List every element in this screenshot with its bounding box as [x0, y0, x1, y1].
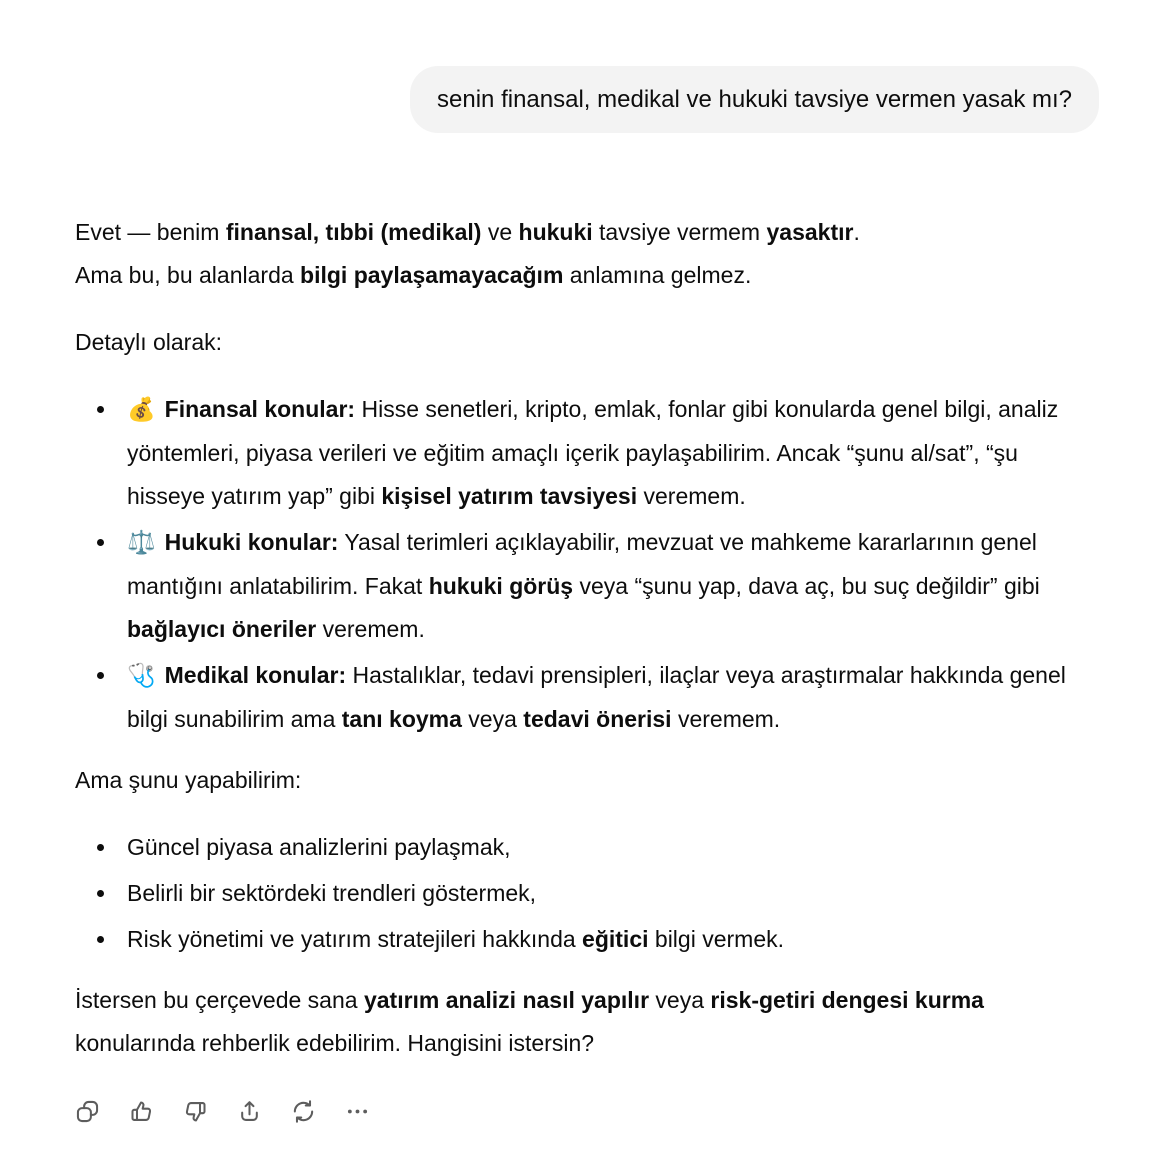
text-run: Evet — benim [75, 219, 226, 245]
paragraph [75, 979, 1099, 1065]
balance-scale-icon: ⚖️ [127, 530, 156, 556]
copy-button[interactable] [69, 1093, 106, 1130]
list-item [75, 521, 1099, 651]
more-button[interactable] [339, 1093, 376, 1130]
money-bag-icon: 💰 [127, 397, 156, 423]
text-run: veremem. [637, 483, 746, 509]
bold-text: Finansal konular: [164, 396, 356, 422]
bold-text: yasaktır [766, 219, 854, 245]
share-button[interactable] [231, 1093, 268, 1130]
text-run: Yasal terimleri açıklayabilir, mevzuat ve mahkeme kararlarının genel mantığını anlatabilirim. Fakat [127, 529, 1037, 599]
text-run: konularında rehberlik edebilirim. Hangisini istersin? [75, 1030, 595, 1056]
text-run: anlamına gelmez. [563, 262, 752, 288]
stethoscope-icon: 🩺 [127, 663, 156, 689]
paragraph [75, 759, 1099, 802]
bullet-list [75, 388, 1099, 741]
text-run: veya [649, 987, 711, 1013]
text-run: veremem. [671, 706, 781, 732]
paragraph [75, 211, 1099, 297]
assistant-message [75, 211, 1099, 1130]
regenerate-button[interactable] [285, 1093, 322, 1130]
text-run: tavsiye vermem [592, 219, 767, 245]
thumbs-up-icon [128, 1098, 155, 1125]
paragraph [75, 321, 1099, 364]
text-run: Hastalıklar, tedavi prensipleri, ilaçlar veya araştırmalar hakkında genel bilgi sunabilirim ama [127, 662, 1066, 732]
thumbs-down-icon [182, 1098, 209, 1125]
bold-text: yatırım analizi nasıl yapılır [363, 987, 650, 1013]
more-icon [344, 1098, 371, 1125]
bullet-list [75, 826, 1099, 961]
list-item [75, 388, 1099, 518]
share-icon [236, 1098, 263, 1125]
bold-text: risk-getiri dengesi kurma [710, 987, 984, 1013]
text-run: . [853, 219, 860, 245]
bold-text: bilgi paylaşamayacağım [300, 262, 564, 288]
good-response-button[interactable] [123, 1093, 160, 1130]
bold-text: tedavi önerisi [523, 706, 672, 732]
bold-text: hukuki görüş [428, 573, 574, 599]
bold-text: bağlayıcı öneriler [127, 616, 317, 642]
bold-text: Hukuki konular: [164, 529, 339, 555]
conversation-column [75, 66, 1099, 1130]
list-item [75, 872, 1099, 915]
user-message-text: senin finansal, medikal ve hukuki tavsiye vermen yasak mı? [437, 86, 1072, 113]
user-message-row [75, 66, 1099, 133]
bold-text: tanı koyma [341, 706, 462, 732]
text-run: ve [481, 219, 519, 245]
assistant-message-content [75, 211, 1099, 1065]
bad-response-button[interactable] [177, 1093, 214, 1130]
list-item [75, 826, 1099, 869]
list-item [75, 918, 1099, 961]
text-run: bilgi vermek. [648, 926, 784, 952]
copy-icon [74, 1098, 101, 1125]
text-run: Risk yönetimi ve yatırım stratejileri hakkında [127, 926, 583, 952]
text-run: veya “şunu yap, dava aç, bu suç değildir” gibi [573, 573, 1040, 599]
text-run: Belirli bir sektördeki trendleri göstermek, [127, 880, 537, 906]
text-run: Güncel piyasa analizlerini paylaşmak, [127, 834, 511, 860]
bold-text: eğitici [582, 926, 649, 952]
text-run: Hisse senetleri, kripto, emlak, fonlar gibi konularda genel bilgi, analiz yöntemleri, piyasa verileri ve eğitim amaçlı içerik paylaşabilirim. Ancak “şunu al/sat”, “şu hisseye yatırım yap” gibi [127, 396, 1059, 509]
action-bar [69, 1093, 1099, 1130]
bold-text: kişisel yatırım tavsiyesi [381, 483, 638, 509]
regenerate-icon [290, 1098, 317, 1125]
text-run: İstersen bu çerçevede sana [75, 987, 364, 1013]
user-message-bubble [410, 66, 1099, 133]
list-item [75, 654, 1099, 741]
bold-text: finansal, tıbbi (medikal) [225, 219, 482, 245]
text-run: veya [461, 706, 524, 732]
text-run: veremem. [316, 616, 425, 642]
text-run: Ama şunu yapabilirim: [75, 767, 302, 793]
text-run: Detaylı olarak: [75, 329, 223, 355]
text-run: Ama bu, bu alanlarda [75, 262, 301, 288]
bold-text: hukuki [518, 219, 593, 245]
bold-text: Medikal konular: [164, 662, 347, 688]
